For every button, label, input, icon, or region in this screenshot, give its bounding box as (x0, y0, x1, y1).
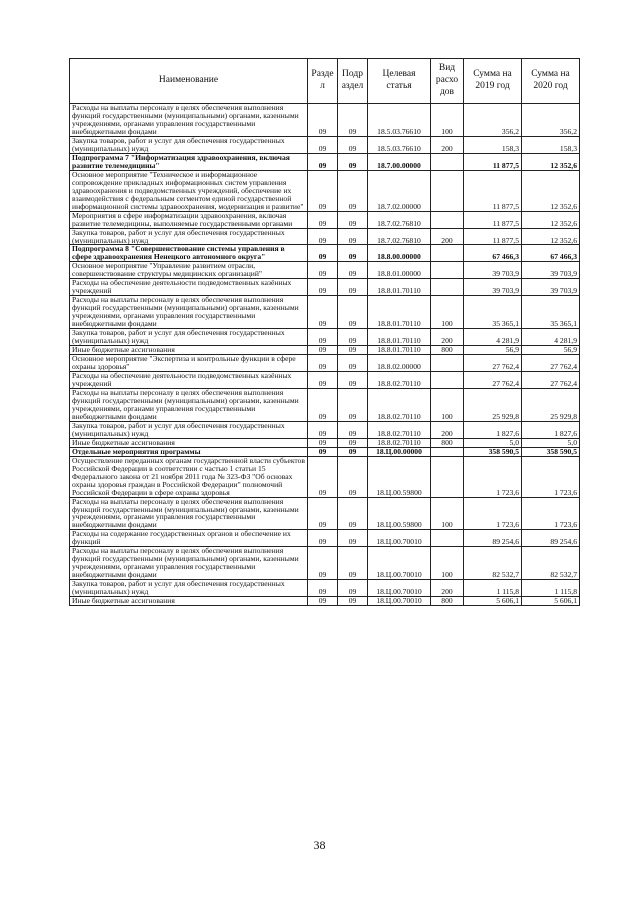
row-expense-type: 800 (431, 438, 464, 447)
row-target-article: 18.8.02.70110 (368, 372, 431, 389)
row-sum-2020: 12 352,6 (522, 170, 580, 211)
row-sum-2019: 1 723,6 (464, 456, 522, 497)
row-name: Подпрограмма 7 "Информатизация здравоохранения, включая развитие телемедицины" (70, 153, 308, 170)
row-target-article: 18.8.00.00000 (368, 245, 431, 262)
row-expense-type: 800 (431, 346, 464, 355)
row-sum-2020: 89 254,6 (522, 530, 580, 547)
table-row (70, 547, 580, 580)
row-name: Расходы на выплаты персоналу в целях обеспечения выполнения функций государственными (муниципальными) органами, казенными учреждениями, органами управления государственными внебюджетными фондами (70, 497, 308, 530)
row-sum-2020: 35 365,1 (522, 296, 580, 329)
table-row (70, 597, 580, 606)
row-sum-2019: 11 877,5 (464, 211, 522, 228)
row-sum-2019: 4 281,9 (464, 329, 522, 346)
row-podrazdel: 09 (338, 279, 368, 296)
row-podrazdel: 09 (338, 296, 368, 329)
row-name: Основное мероприятие "Экспертиза и контрольные функции в сфере охраны здоровья" (70, 355, 308, 372)
row-sum-2019: 27 762,4 (464, 355, 522, 372)
row-target-article: 18.Ц.00.70010 (368, 547, 431, 580)
row-expense-type (431, 279, 464, 296)
row-podrazdel: 09 (338, 447, 368, 456)
row-target-article: 18.8.01.70110 (368, 296, 431, 329)
row-razdel: 09 (308, 104, 338, 137)
row-expense-type (431, 456, 464, 497)
row-podrazdel: 09 (338, 372, 368, 389)
row-name: Закупка товаров, работ и услуг для обеспечения государственных (муниципальных) нужд (70, 136, 308, 153)
table-row (70, 497, 580, 530)
table-row (70, 372, 580, 389)
row-name: Иные бюджетные ассигнования (70, 438, 308, 447)
row-sum-2019: 27 762,4 (464, 372, 522, 389)
table-row (70, 136, 580, 153)
row-podrazdel: 09 (338, 580, 368, 597)
row-razdel: 09 (308, 497, 338, 530)
row-expense-type: 100 (431, 296, 464, 329)
row-razdel: 09 (308, 438, 338, 447)
row-expense-type (431, 211, 464, 228)
table-row (70, 245, 580, 262)
row-sum-2019: 39 703,9 (464, 279, 522, 296)
row-sum-2020: 56,9 (522, 346, 580, 355)
row-podrazdel: 09 (338, 170, 368, 211)
header-sum-2019: Сумма на 2019 год (464, 59, 522, 104)
table-row (70, 421, 580, 438)
budget-table (69, 58, 580, 606)
row-name: Иные бюджетные ассигнования (70, 597, 308, 606)
row-expense-type: 200 (431, 329, 464, 346)
row-name: Расходы на обеспечение деятельности подведомственных казённых учреждений (70, 279, 308, 296)
row-expense-type (431, 530, 464, 547)
header-podrazdel: Подр аздел (338, 59, 368, 104)
row-sum-2020: 25 929,8 (522, 388, 580, 421)
row-podrazdel: 09 (338, 388, 368, 421)
row-name: Закупка товаров, работ и услуг для обеспечения государственных (муниципальных) нужд (70, 329, 308, 346)
row-target-article: 18.Ц.00.70010 (368, 597, 431, 606)
row-podrazdel: 09 (338, 421, 368, 438)
row-sum-2020: 67 466,3 (522, 245, 580, 262)
row-target-article: 18.5.03.76610 (368, 104, 431, 137)
row-sum-2019: 35 365,1 (464, 296, 522, 329)
table-row (70, 388, 580, 421)
row-podrazdel: 09 (338, 329, 368, 346)
table-row (70, 296, 580, 329)
row-sum-2019: 56,9 (464, 346, 522, 355)
row-name: Закупка товаров, работ и услуг для обеспечения государственных (муниципальных) нужд (70, 580, 308, 597)
row-target-article: 18.Ц.00.70010 (368, 580, 431, 597)
row-sum-2020: 12 352,6 (522, 211, 580, 228)
row-podrazdel: 09 (338, 456, 368, 497)
row-sum-2019: 356,2 (464, 104, 522, 137)
row-name: Основное мероприятие "Техническое и информационное сопровождение прикладных информационных систем управления здравоохранения и подведомственных учреждений, обеспечение их взаимодействия с федеральным сегментом единой государственной информационной системы здравоохранения, модернизация и развитие" (70, 170, 308, 211)
row-sum-2019: 89 254,6 (464, 530, 522, 547)
row-razdel: 09 (308, 228, 338, 245)
row-razdel: 09 (308, 296, 338, 329)
row-podrazdel: 09 (338, 153, 368, 170)
row-sum-2020: 1 723,6 (522, 497, 580, 530)
table-row (70, 355, 580, 372)
row-podrazdel: 09 (338, 104, 368, 137)
row-target-article: 18.8.01.70110 (368, 346, 431, 355)
table-row (70, 153, 580, 170)
table-row (70, 456, 580, 497)
row-target-article: 18.Ц.00.59800 (368, 456, 431, 497)
row-name: Подпрограмма 8 "Совершенствование системы управления в сфере здравоохранения Ненецкого автономного округа" (70, 245, 308, 262)
row-razdel: 09 (308, 211, 338, 228)
row-expense-type: 100 (431, 104, 464, 137)
row-expense-type (431, 262, 464, 279)
row-sum-2020: 82 532,7 (522, 547, 580, 580)
header-razdel: Разде л (308, 59, 338, 104)
row-expense-type: 100 (431, 388, 464, 421)
row-sum-2020: 27 762,4 (522, 372, 580, 389)
row-sum-2020: 1 723,6 (522, 456, 580, 497)
row-razdel: 09 (308, 421, 338, 438)
row-razdel: 09 (308, 355, 338, 372)
row-sum-2019: 39 703,9 (464, 262, 522, 279)
row-name: Расходы на выплаты персоналу в целях обеспечения выполнения функций государственными (муниципальными) органами, казенными учреждениями, органами управления государственными внебюджетными фондами (70, 388, 308, 421)
row-sum-2019: 1 827,6 (464, 421, 522, 438)
row-podrazdel: 09 (338, 355, 368, 372)
table-row (70, 262, 580, 279)
row-expense-type: 200 (431, 228, 464, 245)
header-sum-2020: Сумма на 2020 год (522, 59, 580, 104)
row-name: Осуществление переданных органам государственной власти субъектов Российской Федерации в соответствии с частью 1 статьи 15 Федерального закона от 21 ноября 2011 года № 323-ФЗ "Об основах охраны здоровья граждан в Российской Федерации" полномочий Российской Федерации в сфере охраны здоровья (70, 456, 308, 497)
row-expense-type: 200 (431, 136, 464, 153)
row-name: Основное мероприятие "Управление развитием отрасли, совершенствование структуры медицинских организаций" (70, 262, 308, 279)
row-podrazdel: 09 (338, 597, 368, 606)
row-target-article: 18.7.02.00000 (368, 170, 431, 211)
row-razdel: 09 (308, 580, 338, 597)
row-sum-2020: 158,3 (522, 136, 580, 153)
table-row (70, 211, 580, 228)
row-podrazdel: 09 (338, 547, 368, 580)
row-razdel: 09 (308, 245, 338, 262)
row-sum-2020: 356,2 (522, 104, 580, 137)
table-header-row (70, 59, 580, 104)
row-podrazdel: 09 (338, 245, 368, 262)
row-sum-2020: 1 827,6 (522, 421, 580, 438)
row-sum-2019: 1 115,8 (464, 580, 522, 597)
row-sum-2019: 358 590,5 (464, 447, 522, 456)
row-expense-type (431, 245, 464, 262)
row-sum-2020: 39 703,9 (522, 279, 580, 296)
row-podrazdel: 09 (338, 497, 368, 530)
row-razdel: 09 (308, 456, 338, 497)
row-expense-type (431, 447, 464, 456)
row-name: Закупка товаров, работ и услуг для обеспечения государственных (муниципальных) нужд (70, 421, 308, 438)
row-target-article: 18.8.01.00000 (368, 262, 431, 279)
table-body (70, 104, 580, 606)
row-razdel: 09 (308, 136, 338, 153)
row-expense-type (431, 153, 464, 170)
row-name: Отдельные мероприятия программы (70, 447, 308, 456)
row-target-article: 18.8.02.70110 (368, 421, 431, 438)
table-row (70, 329, 580, 346)
row-razdel: 09 (308, 279, 338, 296)
row-razdel: 09 (308, 170, 338, 211)
row-razdel: 09 (308, 153, 338, 170)
row-target-article: 18.7.00.00000 (368, 153, 431, 170)
table-row (70, 580, 580, 597)
row-razdel: 09 (308, 530, 338, 547)
table-row (70, 530, 580, 547)
table-row (70, 346, 580, 355)
row-expense-type: 200 (431, 580, 464, 597)
header-vid: Вид расхо дов (431, 59, 464, 104)
row-target-article: 18.8.02.70110 (368, 438, 431, 447)
row-razdel: 09 (308, 388, 338, 421)
table-row (70, 438, 580, 447)
row-podrazdel: 09 (338, 228, 368, 245)
row-sum-2020: 12 352,6 (522, 228, 580, 245)
row-name: Расходы на выплаты персоналу в целях обеспечения выполнения функций государственными (муниципальными) органами, казенными учреждениями, органами управления государственными внебюджетными фондами (70, 547, 308, 580)
row-expense-type: 800 (431, 597, 464, 606)
row-sum-2019: 25 929,8 (464, 388, 522, 421)
row-sum-2019: 5,0 (464, 438, 522, 447)
row-target-article: 18.Ц.00.70010 (368, 530, 431, 547)
row-razdel: 09 (308, 329, 338, 346)
row-sum-2020: 5 606,1 (522, 597, 580, 606)
row-podrazdel: 09 (338, 262, 368, 279)
row-sum-2019: 158,3 (464, 136, 522, 153)
row-podrazdel: 09 (338, 136, 368, 153)
row-target-article: 18.7.02.76810 (368, 211, 431, 228)
row-podrazdel: 09 (338, 438, 368, 447)
row-sum-2020: 27 762,4 (522, 355, 580, 372)
row-sum-2019: 1 723,6 (464, 497, 522, 530)
row-podrazdel: 09 (338, 211, 368, 228)
row-sum-2019: 11 877,5 (464, 170, 522, 211)
row-name: Расходы на выплаты персоналу в целях обеспечения выполнения функций государственными (муниципальными) органами, казенными учреждениями, органами управления государственными внебюджетными фондами (70, 296, 308, 329)
row-sum-2019: 11 877,5 (464, 228, 522, 245)
table-row (70, 447, 580, 456)
row-razdel: 09 (308, 447, 338, 456)
row-name: Иные бюджетные ассигнования (70, 346, 308, 355)
row-razdel: 09 (308, 346, 338, 355)
row-podrazdel: 09 (338, 346, 368, 355)
row-sum-2019: 82 532,7 (464, 547, 522, 580)
row-razdel: 09 (308, 372, 338, 389)
header-target: Целевая статья (368, 59, 431, 104)
row-target-article: 18.Ц.00.00000 (368, 447, 431, 456)
row-sum-2019: 5 606,1 (464, 597, 522, 606)
row-name: Закупка товаров, работ и услуг для обеспечения государственных (муниципальных) нужд (70, 228, 308, 245)
row-name: Расходы на выплаты персоналу в целях обеспечения выполнения функций государственными (муниципальными) органами, казенными учреждениями, органами управления государственными внебюджетными фондами (70, 104, 308, 137)
row-expense-type: 200 (431, 421, 464, 438)
row-sum-2020: 12 352,6 (522, 153, 580, 170)
row-name: Расходы на содержание государственных органов и обеспечение их функций (70, 530, 308, 547)
table-row (70, 104, 580, 137)
row-target-article: 18.Ц.00.59800 (368, 497, 431, 530)
row-sum-2019: 67 466,3 (464, 245, 522, 262)
row-target-article: 18.7.02.76810 (368, 228, 431, 245)
row-razdel: 09 (308, 597, 338, 606)
row-target-article: 18.5.03.76610 (368, 136, 431, 153)
row-expense-type: 100 (431, 497, 464, 530)
table-row (70, 170, 580, 211)
header-name: Наименование (70, 59, 308, 104)
row-sum-2020: 5,0 (522, 438, 580, 447)
row-razdel: 09 (308, 547, 338, 580)
row-target-article: 18.8.01.70110 (368, 329, 431, 346)
row-sum-2020: 4 281,9 (522, 329, 580, 346)
row-target-article: 18.8.02.70110 (368, 388, 431, 421)
row-target-article: 18.8.01.70110 (368, 279, 431, 296)
row-sum-2020: 358 590,5 (522, 447, 580, 456)
row-expense-type (431, 170, 464, 211)
row-sum-2020: 1 115,8 (522, 580, 580, 597)
row-expense-type: 100 (431, 547, 464, 580)
row-sum-2019: 11 877,5 (464, 153, 522, 170)
row-name: Расходы на обеспечение деятельности подведомственных казённых учреждений (70, 372, 308, 389)
row-name: Мероприятия в сфере информатизации здравоохранения, включая развитие телемедицины, выполняемые государственными органами (70, 211, 308, 228)
page-number: 38 (313, 838, 326, 852)
table-row (70, 279, 580, 296)
row-expense-type (431, 355, 464, 372)
row-expense-type (431, 372, 464, 389)
row-sum-2020: 39 703,9 (522, 262, 580, 279)
table-row (70, 228, 580, 245)
row-podrazdel: 09 (338, 530, 368, 547)
row-target-article: 18.8.02.00000 (368, 355, 431, 372)
row-razdel: 09 (308, 262, 338, 279)
